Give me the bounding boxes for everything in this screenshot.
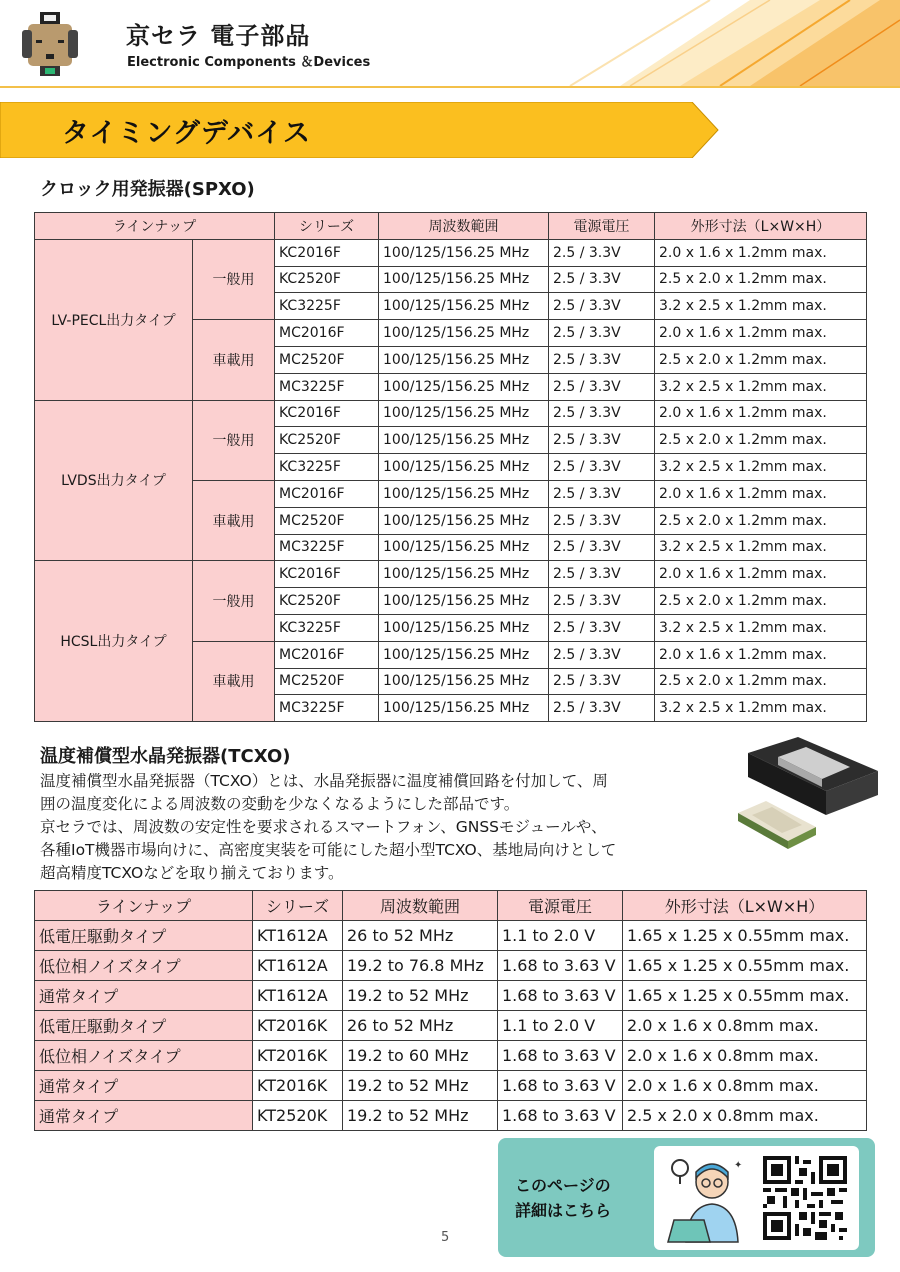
column-header: 電源電圧 (549, 213, 655, 240)
table-cell: 2.5 x 2.0 x 1.2mm max. (655, 668, 867, 695)
table-cell: 19.2 to 76.8 MHz (343, 951, 498, 981)
svg-text:✦: ✦ (734, 1160, 743, 1171)
table-cell: 100/125/156.25 MHz (379, 561, 549, 588)
table-cell: 2.5 / 3.3V (549, 561, 655, 588)
spxo-table-body (35, 239, 867, 721)
tcxo-product-image (718, 735, 886, 860)
table-row (35, 1071, 867, 1101)
table-cell: KT2016K (253, 1011, 343, 1041)
table-cell: 2.0 x 1.6 x 0.8mm max. (623, 1011, 867, 1041)
lineup-cell: 低電圧駆動タイプ (35, 921, 253, 951)
table-cell: 26 to 52 MHz (343, 1011, 498, 1041)
table-cell: KT2016K (253, 1071, 343, 1101)
table-cell: 100/125/156.25 MHz (379, 534, 549, 561)
spxo-heading: クロック用発振器(SPXO) (40, 179, 255, 200)
table-cell: KC2520F (275, 427, 379, 454)
lineup-cell: 通常タイプ (35, 1101, 253, 1131)
table-cell: KT1612A (253, 951, 343, 981)
description-line: 超高精度TCXOなどを取り揃えております。 (40, 864, 344, 882)
tcxo-heading: 温度補償型水晶発振器(TCXO) (40, 746, 291, 767)
table-cell: 100/125/156.25 MHz (379, 614, 549, 641)
lineup-cell: 通常タイプ (35, 981, 253, 1011)
table-cell: 100/125/156.25 MHz (379, 346, 549, 373)
table-cell: 2.5 / 3.3V (549, 400, 655, 427)
table-cell: 3.2 x 2.5 x 1.2mm max. (655, 454, 867, 481)
header-decoration (420, 0, 900, 86)
table-cell: 2.5 x 2.0 x 1.2mm max. (655, 427, 867, 454)
usage-cell: 車載用 (193, 641, 275, 721)
table-cell: 100/125/156.25 MHz (379, 588, 549, 615)
table-cell: 2.5 / 3.3V (549, 480, 655, 507)
table-cell: KT2520K (253, 1101, 343, 1131)
column-header: 外形寸法（L×W×H） (623, 891, 867, 921)
table-cell: KC3225F (275, 454, 379, 481)
table-cell: 2.5 / 3.3V (549, 588, 655, 615)
table-cell: 2.0 x 1.6 x 1.2mm max. (655, 641, 867, 668)
brand-subtitle: Electronic Components ＆Devices (127, 55, 371, 70)
usage-cell: 一般用 (193, 561, 275, 641)
details-link-text[interactable] (515, 1173, 611, 1223)
table-cell: 2.5 x 2.0 x 1.2mm max. (655, 507, 867, 534)
tcxo-table-body (35, 921, 867, 1131)
table-cell: KC2520F (275, 588, 379, 615)
table-cell: 2.5 x 2.0 x 1.2mm max. (655, 588, 867, 615)
person-laptop-icon (660, 1150, 750, 1246)
table-row (35, 561, 867, 588)
table-row (35, 400, 867, 427)
table-cell: 2.5 / 3.3V (549, 320, 655, 347)
table-cell: 1.65 x 1.25 x 0.55mm max. (623, 951, 867, 981)
table-cell: 100/125/156.25 MHz (379, 695, 549, 722)
table-cell: 100/125/156.25 MHz (379, 507, 549, 534)
table-cell: 1.68 to 3.63 V (498, 1101, 623, 1131)
table-cell: 2.0 x 1.6 x 1.2mm max. (655, 561, 867, 588)
lineup-cell: 通常タイプ (35, 1071, 253, 1101)
output-type-cell: HCSL出力タイプ (35, 561, 193, 722)
mascot-logo (20, 10, 80, 80)
column-header: 周波数範囲 (343, 891, 498, 921)
table-cell: 2.5 / 3.3V (549, 346, 655, 373)
table-cell: 1.68 to 3.63 V (498, 1041, 623, 1071)
table-cell: 1.68 to 3.63 V (498, 981, 623, 1011)
table-cell: 1.65 x 1.25 x 0.55mm max. (623, 981, 867, 1011)
table-cell: KT2016K (253, 1041, 343, 1071)
qr-code-icon[interactable] (763, 1156, 847, 1240)
table-cell: 100/125/156.25 MHz (379, 373, 549, 400)
table-row (35, 921, 867, 951)
section-title: タイミングデバイス (62, 118, 312, 149)
table-cell: 100/125/156.25 MHz (379, 454, 549, 481)
table-cell: 100/125/156.25 MHz (379, 266, 549, 293)
column-header: 電源電圧 (498, 891, 623, 921)
table-cell: 3.2 x 2.5 x 1.2mm max. (655, 373, 867, 400)
output-type-cell: LV-PECL出力タイプ (35, 239, 193, 400)
table-cell: MC3225F (275, 373, 379, 400)
table-cell: KC2016F (275, 400, 379, 427)
table-cell: 3.2 x 2.5 x 1.2mm max. (655, 695, 867, 722)
usage-cell: 車載用 (193, 320, 275, 400)
table-cell: 100/125/156.25 MHz (379, 320, 549, 347)
table-cell: 2.0 x 1.6 x 1.2mm max. (655, 239, 867, 266)
table-cell: KC2520F (275, 266, 379, 293)
table-cell: 100/125/156.25 MHz (379, 427, 549, 454)
table-cell: 2.5 / 3.3V (549, 534, 655, 561)
description-line: 各種IoT機器市場向けに、高密度実装を可能にした超小型TCXO、基地局向けとして (40, 841, 617, 859)
output-type-cell: LVDS出力タイプ (35, 400, 193, 561)
table-cell: MC3225F (275, 695, 379, 722)
table-cell: 19.2 to 52 MHz (343, 981, 498, 1011)
table-cell: 1.68 to 3.63 V (498, 1071, 623, 1101)
cta-line: 詳細はこちら (515, 1201, 612, 1220)
table-cell: MC2520F (275, 668, 379, 695)
table-cell: 100/125/156.25 MHz (379, 293, 549, 320)
table-row (35, 981, 867, 1011)
table-cell: 1.65 x 1.25 x 0.55mm max. (623, 921, 867, 951)
column-header: シリーズ (253, 891, 343, 921)
table-cell: 2.0 x 1.6 x 1.2mm max. (655, 320, 867, 347)
table-cell: KC3225F (275, 614, 379, 641)
tcxo-description (40, 770, 690, 885)
table-cell: 2.5 / 3.3V (549, 641, 655, 668)
table-cell: MC2520F (275, 346, 379, 373)
table-cell: 100/125/156.25 MHz (379, 239, 549, 266)
table-cell: 2.5 x 2.0 x 1.2mm max. (655, 266, 867, 293)
table-cell: 3.2 x 2.5 x 1.2mm max. (655, 293, 867, 320)
table-cell: MC2016F (275, 641, 379, 668)
table-cell: 100/125/156.25 MHz (379, 400, 549, 427)
table-cell: 2.0 x 1.6 x 0.8mm max. (623, 1041, 867, 1071)
table-cell: KC2016F (275, 239, 379, 266)
usage-cell: 一般用 (193, 400, 275, 480)
page-number: 5 (441, 1230, 450, 1245)
table-cell: 2.5 / 3.3V (549, 695, 655, 722)
table-cell: 2.0 x 1.6 x 1.2mm max. (655, 400, 867, 427)
table-cell: 100/125/156.25 MHz (379, 480, 549, 507)
column-header: シリーズ (275, 213, 379, 240)
tcxo-table (34, 890, 867, 1131)
table-cell: MC2520F (275, 507, 379, 534)
header-divider (0, 86, 900, 88)
description-line: 京セラでは、周波数の安定性を要求されるスマートフォン、GNSSモジュールや、 (40, 818, 607, 836)
table-cell: 19.2 to 52 MHz (343, 1101, 498, 1131)
table-row (35, 951, 867, 981)
column-header: 外形寸法（L×W×H） (655, 213, 867, 240)
table-cell: MC3225F (275, 534, 379, 561)
brand-title: 京セラ 電子部品 (126, 22, 311, 50)
table-cell: 1.1 to 2.0 V (498, 921, 623, 951)
table-cell: 2.5 / 3.3V (549, 373, 655, 400)
table-cell: MC2016F (275, 320, 379, 347)
table-cell: 2.5 / 3.3V (549, 668, 655, 695)
table-cell: 2.5 / 3.3V (549, 427, 655, 454)
table-row (35, 1011, 867, 1041)
column-header: ラインナップ (35, 891, 253, 921)
table-cell: 2.5 / 3.3V (549, 239, 655, 266)
table-cell: 19.2 to 60 MHz (343, 1041, 498, 1071)
table-row (35, 239, 867, 266)
table-cell: 2.0 x 1.6 x 0.8mm max. (623, 1071, 867, 1101)
usage-cell: 一般用 (193, 239, 275, 319)
table-cell: 3.2 x 2.5 x 1.2mm max. (655, 614, 867, 641)
table-cell: 19.2 to 52 MHz (343, 1071, 498, 1101)
table-cell: 1.68 to 3.63 V (498, 951, 623, 981)
table-cell: 2.5 / 3.3V (549, 266, 655, 293)
cta-line: このページの (515, 1176, 611, 1195)
description-line: 温度補償型水晶発振器（TCXO）とは、水晶発振器に温度補償回路を付加して、周 (40, 772, 608, 790)
table-cell: 3.2 x 2.5 x 1.2mm max. (655, 534, 867, 561)
usage-cell: 車載用 (193, 480, 275, 560)
table-cell: 2.5 / 3.3V (549, 454, 655, 481)
table-row (35, 1101, 867, 1131)
table-cell: 100/125/156.25 MHz (379, 668, 549, 695)
table-cell: MC2016F (275, 480, 379, 507)
table-cell: 2.5 x 2.0 x 1.2mm max. (655, 346, 867, 373)
description-line: 囲の温度変化による周波数の変動を少なくなるようにした部品です。 (40, 795, 520, 813)
lineup-cell: 低電圧駆動タイプ (35, 1011, 253, 1041)
table-cell: KT1612A (253, 981, 343, 1011)
table-row (35, 1041, 867, 1071)
table-cell: 26 to 52 MHz (343, 921, 498, 951)
table-cell: KC2016F (275, 561, 379, 588)
table-cell: 2.5 / 3.3V (549, 614, 655, 641)
table-cell: 2.5 / 3.3V (549, 507, 655, 534)
table-cell: 100/125/156.25 MHz (379, 641, 549, 668)
table-cell: KT1612A (253, 921, 343, 951)
table-cell: KC3225F (275, 293, 379, 320)
table-cell: 2.5 / 3.3V (549, 293, 655, 320)
column-header: 周波数範囲 (379, 213, 549, 240)
lineup-cell: 低位相ノイズタイプ (35, 1041, 253, 1071)
lineup-cell: 低位相ノイズタイプ (35, 951, 253, 981)
column-header: ラインナップ (35, 213, 275, 240)
table-cell: 2.0 x 1.6 x 1.2mm max. (655, 480, 867, 507)
spxo-table (34, 212, 867, 722)
table-cell: 1.1 to 2.0 V (498, 1011, 623, 1041)
table-cell: 2.5 x 2.0 x 0.8mm max. (623, 1101, 867, 1131)
